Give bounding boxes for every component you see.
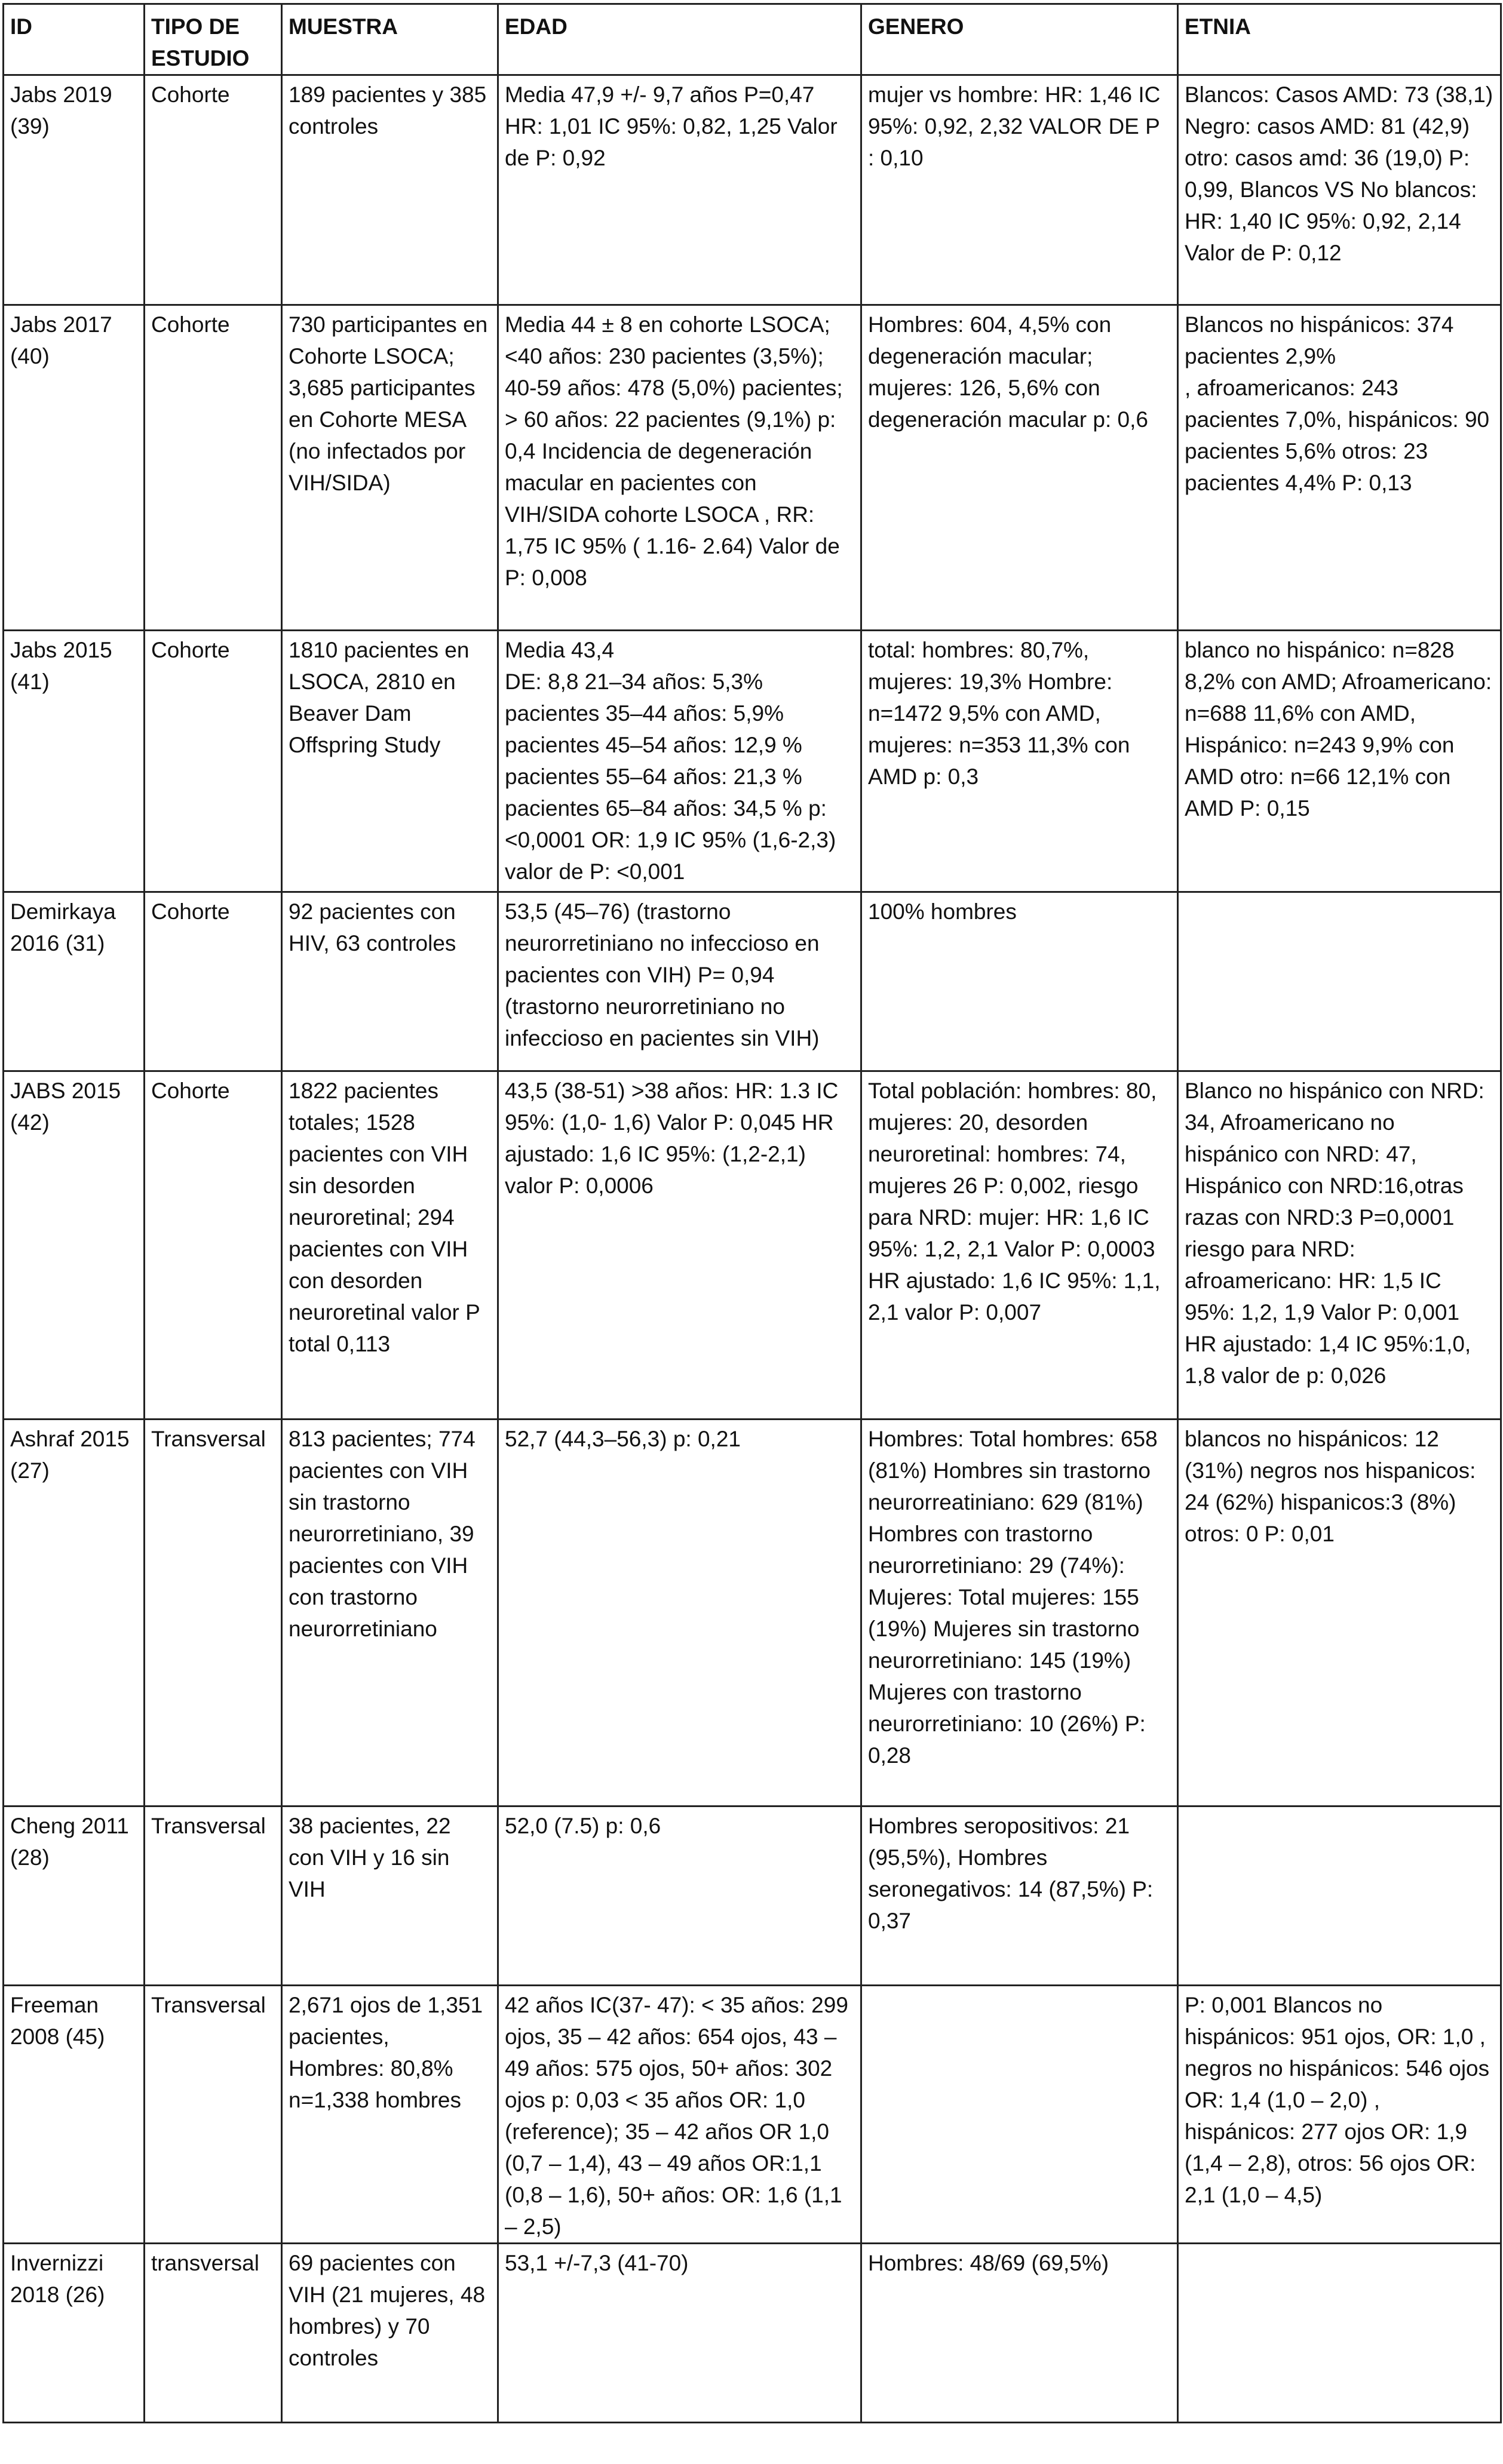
table-row (4, 631, 1501, 892)
header-edad: EDAD (498, 4, 861, 75)
cell-id: Jabs 2019 (39) (4, 75, 145, 305)
table-row (4, 1986, 1501, 2244)
cell-tipo: Cohorte (145, 1071, 282, 1420)
cell-muestra: 813 pacientes; 774 pacientes con VIH sin trastorno neurorretiniano, 39 pacientes con VIH con trastorno neurorretiniano (282, 1420, 498, 1806)
cell-tipo: Cohorte (145, 75, 282, 305)
table-row (4, 305, 1501, 631)
cell-genero: Hombres seropositivos: 21 (95,5%), Hombres seronegativos: 14 (87,5%) P: 0,37 (861, 1806, 1178, 1986)
cell-tipo: Cohorte (145, 892, 282, 1071)
cell-muestra: 1810 pacientes en LSOCA, 2810 en Beaver Dam Offspring Study (282, 631, 498, 892)
cell-id: Cheng 2011 (28) (4, 1806, 145, 1986)
header-etnia: ETNIA (1178, 4, 1501, 75)
table-row (4, 75, 1501, 305)
cell-edad: Media 47,9 +/- 9,7 años P=0,47 HR: 1,01 IC 95%: 0,82, 1,25 Valor de P: 0,92 (498, 75, 861, 305)
cell-tipo: Cohorte (145, 631, 282, 892)
cell-muestra: 38 pacientes, 22 con VIH y 16 sin VIH (282, 1806, 498, 1986)
cell-genero: Total población: hombres: 80, mujeres: 20, desorden neuroretinal: hombres: 74, mujeres 26 P: 0,002, riesgo para NRD: mujer: HR: 1,6 IC 95%: 1,2, 2,1 Valor P: 0,0003 HR ajustado: 1,6 IC 95%: 1,1, 2,1 valor P: 0,007 (861, 1071, 1178, 1420)
cell-edad: Media 44 ± 8 en cohorte LSOCA; <40 años: 230 pacientes (3,5%); 40-59 años: 478 (5,0%) pacientes; > 60 años: 22 pacientes (9,1%) p: 0,4 Incidencia de degeneración macular en pacientes con VIH/SIDA cohorte LSOCA , RR: 1,75 IC 95% ( 1.16- 2.64) Valor de P: 0,008 (498, 305, 861, 631)
cell-genero: Hombres: 604, 4,5% con degeneración macular; mujeres: 126, 5,6% con degeneración macular p: 0,6 (861, 305, 1178, 631)
cell-genero: total: hombres: 80,7%, mujeres: 19,3% Hombre: n=1472 9,5% con AMD, mujeres: n=353 11,3% con AMD p: 0,3 (861, 631, 1178, 892)
cell-etnia (1178, 1806, 1501, 1986)
cell-genero: 100% hombres (861, 892, 1178, 1071)
cell-genero: mujer vs hombre: HR: 1,46 IC 95%: 0,92, 2,32 VALOR DE P : 0,10 (861, 75, 1178, 305)
cell-etnia (1178, 892, 1501, 1071)
cell-id: Ashraf 2015 (27) (4, 1420, 145, 1806)
table-row (4, 1071, 1501, 1420)
cell-genero (861, 1986, 1178, 2244)
cell-muestra: 69 pacientes con VIH (21 mujeres, 48 hombres) y 70 controles (282, 2244, 498, 2423)
cell-id: Jabs 2017 (40) (4, 305, 145, 631)
header-tipo-de-estudio: TIPO DE ESTUDIO (145, 4, 282, 75)
cell-muestra: 730 participantes en Cohorte LSOCA; 3,685 participantes en Cohorte MESA (no infectados por VIH/SIDA) (282, 305, 498, 631)
cell-edad: 43,5 (38-51) >38 años: HR: 1.3 IC 95%: (1,0- 1,6) Valor P: 0,045 HR ajustado: 1,6 IC 95%: (1,2-2,1) valor P: 0,0006 (498, 1071, 861, 1420)
cell-tipo: Cohorte (145, 305, 282, 631)
header-id: ID (4, 4, 145, 75)
cell-id: Invernizzi 2018 (26) (4, 2244, 145, 2423)
cell-tipo: Transversal (145, 1806, 282, 1986)
cell-tipo: Transversal (145, 1986, 282, 2244)
cell-etnia: Blanco no hispánico con NRD: 34, Afroamericano no hispánico con NRD: 47, Hispánico con NRD:16,otras razas con NRD:3 P=0,0001 riesgo para NRD: afroamericano: HR: 1,5 IC 95%: 1,2, 1,9 Valor P: 0,001 HR ajustado: 1,4 IC 95%:1,0, 1,8 valor de p: 0,026 (1178, 1071, 1501, 1420)
table-row (4, 2244, 1501, 2423)
cell-etnia: blanco no hispánico: n=828 8,2% con AMD; Afroamericano: n=688 11,6% con AMD, Hispánico: n=243 9,9% con AMD otro: n=66 12,1% con AMD P: 0,15 (1178, 631, 1501, 892)
cell-etnia: Blancos no hispánicos: 374 pacientes 2,9% , afroamericanos: 243 pacientes 7,0%, hispánicos: 90 pacientes 5,6% otros: 23 pacientes 4,4% P: 0,13 (1178, 305, 1501, 631)
studies-table (2, 3, 1502, 2423)
cell-id: Demirkaya 2016 (31) (4, 892, 145, 1071)
cell-edad: 53,5 (45–76) (trastorno neurorretiniano no infeccioso en pacientes con VIH) P= 0,94 (trastorno neurorretiniano no infeccioso en pacientes sin VIH) (498, 892, 861, 1071)
cell-etnia (1178, 2244, 1501, 2423)
cell-id: JABS 2015 (42) (4, 1071, 145, 1420)
table-row (4, 1806, 1501, 1986)
cell-edad: Media 43,4 DE: 8,8 21–34 años: 5,3% pacientes 35–44 años: 5,9% pacientes 45–54 años: 12,9 % pacientes 55–64 años: 21,3 % pacientes 65–84 años: 34,5 % p: <0,0001 OR: 1,9 IC 95% (1,6-2,3) valor de P: <0,001 (498, 631, 861, 892)
cell-id: Jabs 2015 (41) (4, 631, 145, 892)
cell-etnia: blancos no hispánicos: 12 (31%) negros nos hispanicos: 24 (62%) hispanicos:3 (8%) otros: 0 P: 0,01 (1178, 1420, 1501, 1806)
cell-muestra: 1822 pacientes totales; 1528 pacientes con VIH sin desorden neuroretinal; 294 pacientes con VIH con desorden neuroretinal valor P total 0,113 (282, 1071, 498, 1420)
header-muestra: MUESTRA (282, 4, 498, 75)
cell-edad: 42 años IC(37- 47): < 35 años: 299 ojos, 35 – 42 años: 654 ojos, 43 – 49 años: 575 ojos, 50+ años: 302 ojos p: 0,03 < 35 años OR: 1,0 (reference); 35 – 42 años OR 1,0 (0,7 – 1,4), 43 – 49 años OR:1,1 (0,8 – 1,6), 50+ años: OR: 1,6 (1,1 – 2,5) (498, 1986, 861, 2244)
cell-edad: 52,7 (44,3–56,3) p: 0,21 (498, 1420, 861, 1806)
header-genero: GENERO (861, 4, 1178, 75)
table-row (4, 892, 1501, 1071)
cell-tipo: Transversal (145, 1420, 282, 1806)
cell-genero: Hombres: 48/69 (69,5%) (861, 2244, 1178, 2423)
header-row (4, 4, 1501, 75)
cell-etnia: Blancos: Casos AMD: 73 (38,1) Negro: casos AMD: 81 (42,9) otro: casos amd: 36 (19,0) P: 0,99, Blancos VS No blancos: HR: 1,40 IC 95%: 0,92, 2,14 Valor de P: 0,12 (1178, 75, 1501, 305)
cell-tipo: transversal (145, 2244, 282, 2423)
cell-edad: 52,0 (7.5) p: 0,6 (498, 1806, 861, 1986)
cell-muestra: 189 pacientes y 385 controles (282, 75, 498, 305)
cell-genero: Hombres: Total hombres: 658 (81%) Hombres sin trastorno neurorreatiniano: 629 (81%) Hombres con trastorno neurorretiniano: 29 (74%): Mujeres: Total mujeres: 155 (19%) Mujeres sin trastorno neurorretiniano: 145 (19%) Mujeres con trastorno neurorretiniano: 10 (26%) P: 0,28 (861, 1420, 1178, 1806)
table-row (4, 1420, 1501, 1806)
cell-etnia: P: 0,001 Blancos no hispánicos: 951 ojos, OR: 1,0 , negros no hispánicos: 546 ojos OR: 1,4 (1,0 – 2,0) , hispánicos: 277 ojos OR: 1,9 (1,4 – 2,8), otros: 56 ojos OR: 2,1 (1,0 – 4,5) (1178, 1986, 1501, 2244)
cell-muestra: 92 pacientes con HIV, 63 controles (282, 892, 498, 1071)
cell-edad: 53,1 +/-7,3 (41-70) (498, 2244, 861, 2423)
cell-muestra: 2,671 ojos de 1,351 pacientes, Hombres: 80,8% n=1,338 hombres (282, 1986, 498, 2244)
cell-id: Freeman 2008 (45) (4, 1986, 145, 2244)
